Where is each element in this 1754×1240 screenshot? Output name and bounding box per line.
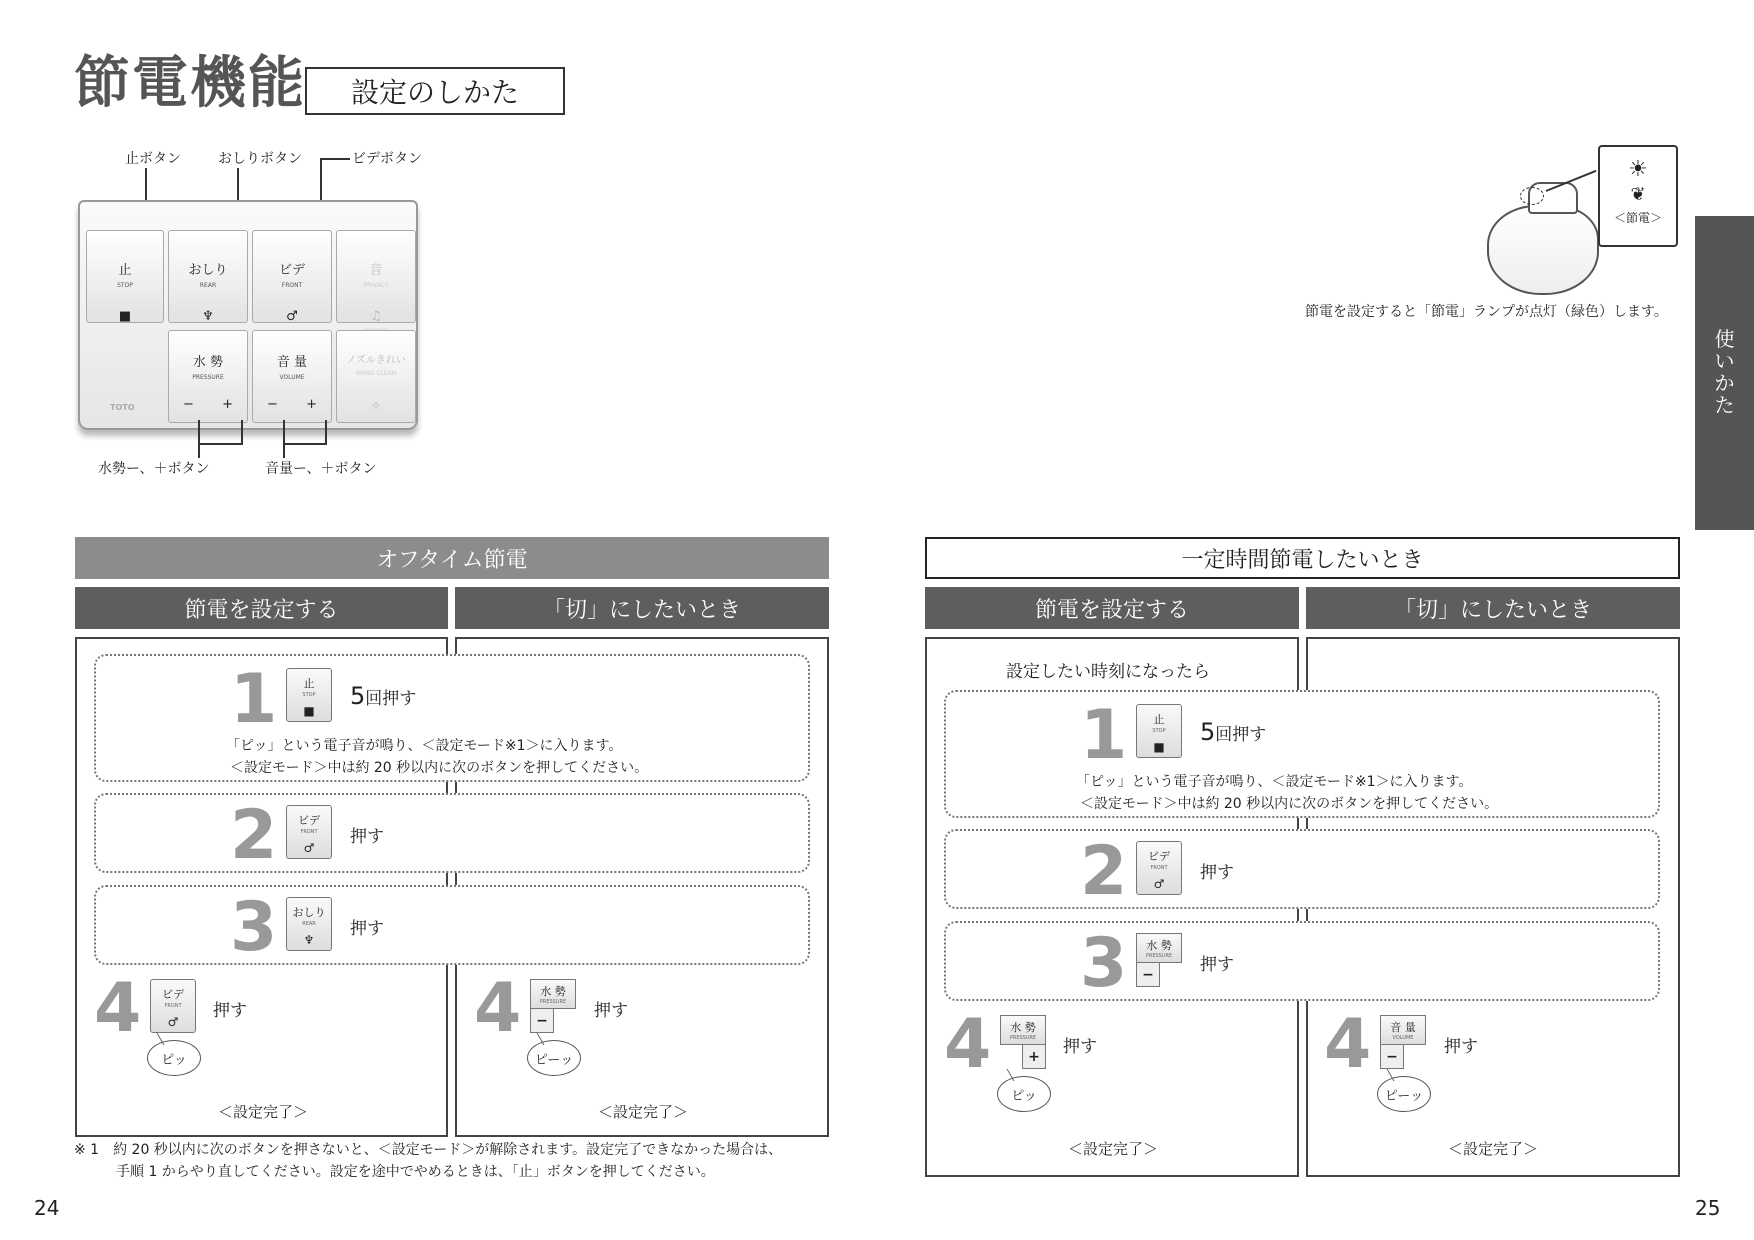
left-col-set-header: 節電を設定する [75,587,448,629]
toilet-illustration [1487,205,1599,295]
pressure-leader-left [198,420,200,458]
right-step1-note2: ＜設定モード＞中は約 20 秒以内に次のボタンを押してください。 [1080,796,1499,812]
remote-privacy-button[interactable]: 音 PRIVACY ♫ [336,230,416,323]
stop-icon: ■ [303,704,315,718]
right-step1-instruction: 5回押す [1200,718,1267,746]
left-step3-number: 3 [230,888,278,967]
pressure-button-label: 水勢ー、＋ボタン [98,461,210,477]
volume-leader-right [325,420,327,444]
right-step3-box [944,921,1660,1001]
remote-volume-button[interactable]: 音 量 VOLUME − + [252,330,332,423]
pressure-leader-right [241,420,243,444]
stop-button-label: 止ボタン [125,151,181,167]
section-side-tab: 使 い か た [1695,216,1754,530]
remote-rear-button[interactable]: おしり REAR ♆ [168,230,248,323]
right-step4a-number: 4 [944,1005,992,1084]
left-step4a-sound-bubble: ピッ [147,1040,201,1076]
brand-logo: TOTO [110,403,135,412]
rear-spray-icon: ♆ [303,933,315,947]
rear-button-label: おしりボタン [218,151,302,167]
pressure-leader-h [198,443,243,445]
plus-icon: + [1022,1045,1046,1069]
right-step1-number: 1 [1080,696,1128,775]
left-step4b-pressure-minus-button[interactable]: 水 勢 PRESSURE − [530,979,576,1037]
minus-icon: − [530,1009,554,1033]
lamp-label: ＜節電＞ [1613,211,1662,225]
left-col-off-header: 「切」にしたいとき [455,587,829,629]
front-spray-icon: ♂ [1153,877,1165,891]
footnote: ※ 1 約 20 秒以内に次のボタンを押さないと、＜設定モード＞が解除されます。設定完了できなかった場合は、 手順 1 からやり直してください。設定を途中でやめるときは、「止」ボタンを押してください。 [74,1142,783,1180]
left-step2-box [94,793,810,873]
stop-icon: ■ [1153,740,1165,754]
left-step4a-done: ＜設定完了＞ [218,1103,309,1121]
left-step2-number: 2 [230,796,278,875]
right-step1-stop-button[interactable]: 止 STOP ■ [1136,704,1182,758]
fixed-time-section-title: 一定時間節電したいとき [925,537,1680,579]
right-step4b-sound-bubble: ピーッ [1377,1076,1431,1112]
right-intro-text: 設定したい時刻になったら [1006,662,1210,682]
left-step4a-front-button[interactable]: ビデ FRONT ♂ [150,979,196,1033]
right-step2-front-button[interactable]: ビデ FRONT ♂ [1136,841,1182,895]
left-step4a-number: 4 [94,969,142,1048]
left-step2-instruction: 押す [350,827,384,847]
front-spray-icon: ♂ [286,309,298,324]
music-icon: ♫ [370,309,382,324]
left-step4b-done: ＜設定完了＞ [598,1103,689,1121]
volume-plus[interactable]: + [306,397,317,412]
left-step1-stop-button[interactable]: 止 STOP ■ [286,668,332,722]
power-save-lamp-box [1598,145,1678,247]
volume-leader-left [283,420,285,458]
leaf-icon: ❦ [1630,184,1646,205]
front-spray-icon: ♂ [303,841,315,855]
right-step4a-sound-bubble: ピッ [997,1076,1051,1112]
minus-icon: − [1136,963,1160,987]
left-step1-instruction: 5回押す [350,682,417,710]
remote-control [78,200,418,430]
volume-leader-h [283,443,327,445]
right-col-set-header: 節電を設定する [925,587,1299,629]
right-step4b-instruction: 押す [1444,1037,1478,1057]
page-title: 節電機能 [74,51,306,116]
right-step2-number: 2 [1080,832,1128,911]
right-step4b-number: 4 [1324,1005,1372,1084]
page-number-right: 25 [1695,1196,1721,1220]
offtime-section-title: オフタイム節電 [75,537,829,579]
rear-spray-icon: ♆ [202,309,214,324]
page-subtitle: 設定のしかた [305,67,565,115]
left-step1-note2: ＜設定モード＞中は約 20 秒以内に次のボタンを押してください。 [230,760,649,776]
right-col-off-header: 「切」にしたいとき [1306,587,1680,629]
right-step1-note1: 「ピッ」という電子音が鳴り、＜設定モード※1＞に入ります。 [1076,774,1473,790]
left-step3-instruction: 押す [350,919,384,939]
left-step3-box [94,885,810,965]
right-step3-pressure-minus-button[interactable]: 水 勢 PRESSURE − [1136,933,1182,991]
left-step4b-number: 4 [474,969,522,1048]
left-step2-front-button[interactable]: ビデ FRONT ♂ [286,805,332,859]
left-step1-number: 1 [230,660,278,739]
left-step1-note1: 「ピッ」という電子音が鳴り、＜設定モード※1＞に入ります。 [226,738,623,754]
remote-stop-button[interactable]: 止 STOP ■ [86,230,164,323]
front-spray-icon: ♂ [167,1015,179,1029]
lamp-caption: 節電を設定すると「節電」ランプが点灯（緑色）します。 [1305,304,1668,320]
right-step4a-pressure-plus-button[interactable]: 水 勢 PRESSURE + [1000,1015,1046,1073]
stop-icon: ■ [118,309,132,324]
left-step4b-sound-bubble: ピーッ [527,1040,581,1076]
right-step4b-volume-minus-button[interactable]: 音 量 VOLUME − [1380,1015,1426,1073]
right-step3-instruction: 押す [1200,955,1234,975]
right-step3-number: 3 [1080,924,1128,1003]
pressure-minus[interactable]: − [183,397,194,412]
front-button-label: ビデボタン [352,151,422,167]
right-step4b-done: ＜設定完了＞ [1448,1140,1539,1158]
right-step4a-done: ＜設定完了＞ [1068,1140,1159,1158]
left-step4a-instruction: 押す [213,1001,247,1021]
pressure-plus[interactable]: + [222,397,233,412]
remote-nozzle-clean-button[interactable]: ノズルきれい WAND CLEAN ✧ [336,330,416,423]
remote-front-button[interactable]: ビデ FRONT ♂ [252,230,332,323]
minus-icon: − [1380,1045,1404,1069]
remote-pressure-button[interactable]: 水 勢 PRESSURE − + [168,330,248,423]
lamp-lit-icon: ☀ [1628,157,1648,182]
front-leader-line-h [320,158,350,160]
right-step2-instruction: 押す [1200,863,1234,883]
volume-minus[interactable]: − [267,397,278,412]
left-step4b-instruction: 押す [594,1001,628,1021]
page-number-left: 24 [34,1196,60,1220]
right-step4a-instruction: 押す [1063,1037,1097,1057]
volume-button-label: 音量ー、＋ボタン [265,461,377,477]
wand-clean-icon: ✧ [370,399,382,414]
right-step2-box [944,829,1660,909]
left-step3-rear-button[interactable]: おしり REAR ♆ [286,897,332,951]
toilet-lamp-marker [1520,187,1544,205]
